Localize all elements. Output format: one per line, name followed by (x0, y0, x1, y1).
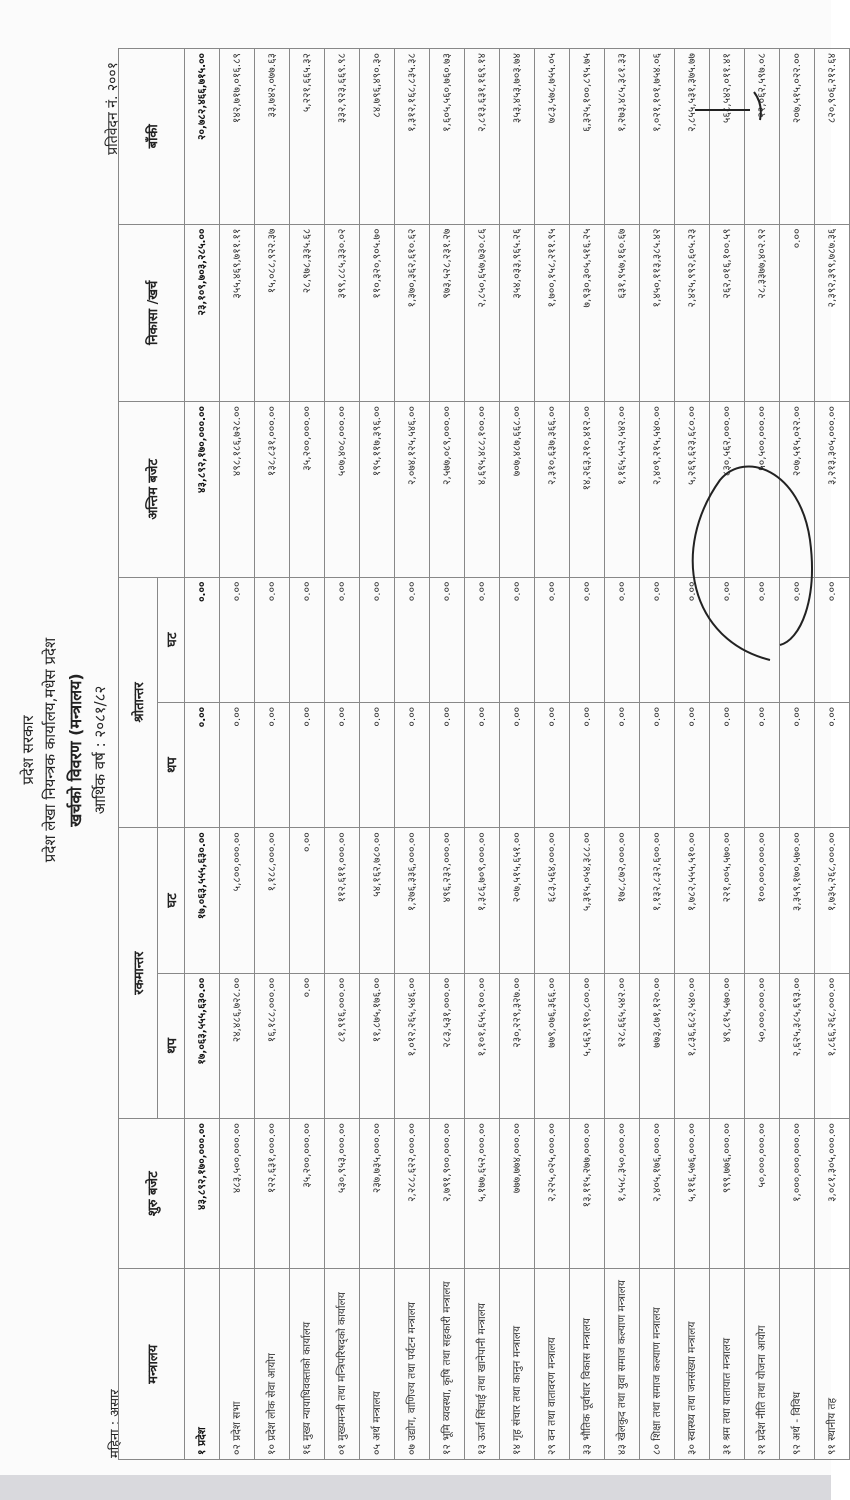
cell-transfer-plus: १,१०१,६५५,१००.०० (465, 973, 500, 1118)
col-balance: बाँकी (119, 49, 185, 225)
table-row (780, 49, 815, 1460)
table-row (430, 49, 465, 1460)
cell-initial-budget: १३,११५,२७७,०००.०० (570, 1119, 605, 1269)
col-final-budget: अन्तिम बजेट (119, 402, 185, 577)
cell-expenditure: २८,९७८,३३५.६८ (290, 224, 325, 402)
cell-final-budget: १९५,११७,३९६.०० (360, 402, 395, 577)
table-row (185, 49, 220, 1460)
col-source-plus: थप (158, 702, 185, 827)
cell-source-plus: ०.०० (290, 702, 325, 827)
cell-expenditure: २,८५०,६५७,७३०.८६ (465, 224, 500, 402)
cell-initial-budget: ५,११६,५७६,०००.०० (675, 1119, 710, 1269)
cell-expenditure: १,३७०,३६२,६१०.६२ (395, 224, 430, 402)
cell-source-plus: ०.०० (430, 702, 465, 827)
cell-balance: १,३१२,१६८,८३५.३८ (395, 49, 430, 225)
cell-expenditure: २८,३३७७,४०२.९२ (745, 224, 780, 402)
signature-mark (690, 80, 770, 140)
cell-ministry: ३३ भौतिक पूर्वाधार विकास मन्त्रालय (570, 1269, 605, 1460)
cell-initial-budget: २,७९१,९००,०००.०० (430, 1119, 465, 1269)
cell-ministry: १६ मुख्य न्यायाधिवक्ताको कार्यालय (290, 1269, 325, 1460)
cell-balance: ३३२,९२३,६६९.९८ (325, 49, 360, 225)
cell-source-plus: ०.०० (640, 702, 675, 827)
cell-final-budget: १३८,८३१,०००.०० (255, 402, 290, 577)
cell-ministry: १३ ऊर्जा सिंचाई तथा खानेपानी मन्त्रालय (465, 1269, 500, 1460)
cell-transfer-plus: १,८३६,६८२,५४०.०० (675, 973, 710, 1118)
col-ministry: मन्त्रालय (119, 1269, 185, 1460)
cell-final-budget: १४,२६३,२१०,४१२.०० (570, 402, 605, 577)
cell-transfer-minus: २०७,५१५,६५१.०० (500, 828, 535, 973)
cell-expenditure: १५,०८८,९२२.३७ (255, 224, 290, 402)
cell-source-plus: ०.०० (710, 702, 745, 827)
cell-final-budget: ४९८,१८६,७२८.०० (220, 402, 255, 577)
cell-source-plus: ०.०० (605, 702, 640, 827)
government-name: प्रदेश सरकार (19, 715, 37, 785)
cell-final-budget: ३५,२००,०००.०० (290, 402, 325, 577)
cell-transfer-plus: २३०,२२९,३२७.०० (500, 973, 535, 1118)
cell-ministry: ३१ श्रम तथा यातायात मन्त्रालय (710, 1269, 745, 1460)
cell-ministry: २९ वन तथा वातावरण मन्त्रालय (535, 1269, 570, 1460)
cell-expenditure: २,४२५,९९२,६०५.२३ (675, 224, 710, 402)
cell-final-budget: ७०७,४८७,६६८.०० (500, 402, 535, 577)
expenditure-table (118, 48, 850, 1460)
cell-ministry: ९१ स्थानीय तह (815, 1269, 850, 1460)
cell-source-minus: ०.०० (745, 577, 780, 702)
cell-source-minus: ०.०० (360, 577, 395, 702)
cell-source-minus: ०.०० (185, 577, 220, 702)
cell-final-budget: ५०,५००,०००.०० (745, 402, 780, 577)
cell-balance: ६,३२५,१००,८९५.७५ (570, 49, 605, 225)
cell-expenditure: १,७००,१५८,२११.९५ (535, 224, 570, 402)
cell-balance: २,८१३,६३१,१६९.१४ (465, 49, 500, 225)
cell-initial-budget: ४८३,५००,०००.०० (220, 1119, 255, 1269)
table-row (535, 49, 570, 1460)
cell-source-minus: ०.०० (325, 577, 360, 702)
cell-transfer-minus: १७,०६३,५५५,६३०.०० (185, 828, 220, 973)
table-row (570, 49, 605, 1460)
cell-initial-budget: १२२,६३१,०००.०० (255, 1119, 290, 1269)
cell-initial-budget: १,०००,०००,०००.०० (780, 1119, 815, 1269)
col-transfer-minus: घट (158, 828, 185, 973)
cell-source-plus: ०.०० (325, 702, 360, 827)
cell-expenditure: २६२,०१६,१००.५९ (710, 224, 745, 402)
cell-initial-budget: ७७७,७७४,०००.०० (500, 1119, 535, 1269)
cell-source-minus: ०.०० (395, 577, 430, 702)
cell-transfer-plus: १,८६६,२६८,०००.०० (815, 973, 850, 1118)
cell-transfer-minus: २२१,००५,५७०.०० (710, 828, 745, 973)
cell-transfer-plus: ७७३,८७१,१२०.०० (640, 973, 675, 1118)
cell-ministry: ९२ अर्थ - विविध (780, 1269, 815, 1460)
cell-transfer-minus: ३,३५९,१७०,५७०.०० (780, 828, 815, 973)
cell-ministry: १० प्रदेश लोक सेवा आयोग (255, 1269, 290, 1460)
cell-transfer-minus: १००,०००,०००.०० (745, 828, 780, 973)
cell-balance: ८४,७९६,४९०.३० (360, 49, 395, 225)
report-month: महिना : असार (108, 1389, 123, 1458)
cell-transfer-minus: ६८३,५६४,०००.०० (535, 828, 570, 973)
cell-transfer-plus: ५,५६२,९१०,८००.०० (570, 973, 605, 1118)
col-source-minus: घट (158, 577, 185, 702)
cell-transfer-plus: ७७९,०७६,३६६.०० (535, 973, 570, 1118)
cell-source-minus: ०.०० (815, 577, 850, 702)
cell-source-plus: ०.०० (780, 702, 815, 827)
col-expenditure: निकासा /खर्च (119, 224, 185, 402)
cell-source-minus: ०.०० (255, 577, 290, 702)
cell-source-plus: ०.०० (220, 702, 255, 827)
cell-transfer-minus: १,३८६,७०९,०००.०० (465, 828, 500, 973)
table-row (640, 49, 675, 1460)
cell-ministry: ०२ प्रदेश सभा (220, 1269, 255, 1460)
cell-balance: ३५३,४५३,७०३.७४ (500, 49, 535, 225)
office-name: प्रदेश लेखा नियन्त्रक कार्यालय,मधेस प्रदेश (41, 637, 59, 863)
cell-final-budget: ४३,८९२,१७०,०००.०० (185, 402, 220, 577)
cell-expenditure: २,३९२,३९९,७८७.३६ (815, 224, 850, 402)
cell-source-plus: ०.०० (360, 702, 395, 827)
cell-transfer-plus: ५०,०००,०००.०० (745, 973, 780, 1118)
table-row (395, 49, 430, 1460)
cell-final-budget: ८३०,५६२,०००.०० (710, 402, 745, 577)
cell-expenditure: ३५५,४६९,७११.११ (220, 224, 255, 402)
cell-ministry: १२ भूमि व्यवस्था, कृषि तथा सहकारी मन्त्रालय (430, 1269, 465, 1460)
cell-initial-budget: २,२२५,०२५,०००.०० (535, 1119, 570, 1269)
table-row (255, 49, 290, 1460)
cell-final-budget: २,५७७,०८९,०००.०० (430, 402, 465, 577)
table-row (220, 49, 255, 1460)
cell-transfer-minus: १,१३२,८३२,६००.०० (640, 828, 675, 973)
cell-transfer-minus: ५,८००,०००.०० (220, 828, 255, 973)
table-row (745, 49, 780, 1460)
cell-initial-budget: ५,१७७,६५२,०००.०० (465, 1119, 500, 1269)
cell-transfer-minus: ५४,१६२,७८०.०० (360, 828, 395, 973)
cell-transfer-plus: ११,८७५,१७६.०० (360, 973, 395, 1118)
cell-balance: १४२,७१७,०१६.८९ (220, 49, 255, 225)
table-row (605, 49, 640, 1460)
cell-balance: २०,७८२,४६६,७१५.०० (185, 49, 220, 225)
cell-final-budget: १,१६५,५५२,५४२.०० (605, 402, 640, 577)
cell-transfer-minus: ०.०० (290, 828, 325, 973)
report-title: खर्चको विवरण (मन्त्रालय) (66, 673, 85, 827)
cell-expenditure: २३,१०९,७०३,२८५.०० (185, 224, 220, 402)
cell-transfer-minus: १,७३५,२६८,०००.०० (815, 828, 850, 973)
cell-balance: २२,०६२,५९७.०८ (745, 49, 780, 225)
col-source-change: श्रोतान्तर (119, 577, 158, 828)
cell-initial-budget: ९९९,७७६,०००.०० (710, 1119, 745, 1269)
cell-source-minus: ०.०० (465, 577, 500, 702)
cell-balance: १,०२१,१०१,७५४.०६ (640, 49, 675, 225)
cell-final-budget: ३,२१३,३०५,०००.०० (815, 402, 850, 577)
cell-source-minus: ०.०० (605, 577, 640, 702)
cell-transfer-plus: १२८,६६५,५४२.०० (605, 973, 640, 1118)
cell-final-budget: ५०७,४०८,०००.०० (325, 402, 360, 577)
table-row (360, 49, 395, 1460)
cell-source-plus: ०.०० (675, 702, 710, 827)
cell-source-plus: ०.०० (570, 702, 605, 827)
cell-final-budget: २,०७४,१२५,५४६.०० (395, 402, 430, 577)
cell-balance: ३३,७४२,०७७.६३ (255, 49, 290, 225)
cell-transfer-minus: १७८,८७२,०००.०० (605, 828, 640, 973)
cell-ministry: १ प्रदेश (185, 1269, 220, 1460)
cell-final-budget: २,३१०,६३७,३६६.०० (535, 402, 570, 577)
cell-balance: ५,२२१,६६५.३२ (290, 49, 325, 225)
cell-expenditure: ३५४,०३३,९६५.२६ (500, 224, 535, 402)
table-row (325, 49, 360, 1460)
cell-transfer-plus: ८१,९१६,०००.०० (325, 973, 360, 1118)
table-row (815, 49, 850, 1460)
cell-initial-budget: ४३,८९२,१७०,०००.०० (185, 1119, 220, 1269)
cell-balance: १,२७३,४८५,३८१.३३ (605, 49, 640, 225)
cell-source-minus: ०.०० (500, 577, 535, 702)
col-transfer-plus: थप (158, 973, 185, 1118)
cell-expenditure: ६३१,९५७,१६०.६७ (605, 224, 640, 402)
cell-ministry: ८० शिक्षा तथा समाज कल्याण मन्त्रालय (640, 1269, 675, 1460)
cell-balance: ५६८,५४२,०११.४१ (710, 49, 745, 225)
cell-source-plus: ०.०० (465, 702, 500, 827)
cell-initial-budget: ३,०८१,३०५,०००.०० (815, 1119, 850, 1269)
table-row (290, 49, 325, 1460)
cell-ministry: ४३ खेलकुद तथा युवा समाज कल्याण मन्त्रालय (605, 1269, 640, 1460)
cell-final-budget: ५,२६९,६२३,६८०.०० (675, 402, 710, 577)
cell-ministry: ३० स्वास्थ्य तथा जनसंख्या मन्त्रालय (675, 1269, 710, 1460)
cell-source-plus: ०.०० (745, 702, 780, 827)
col-transfer: रकमान्तर (119, 828, 158, 1119)
cell-source-plus: ०.०० (185, 702, 220, 827)
cell-initial-budget: २,४०५,१७६,०००.०० (640, 1119, 675, 1269)
cell-transfer-plus: ४९,८१५,५७०.०० (710, 973, 745, 1118)
cell-expenditure: ७,९३०,३०५,५१६.२५ (570, 224, 605, 402)
cell-transfer-plus: १६,१८८,०००.०० (255, 973, 290, 1118)
cell-initial-budget: ५०,०००,०००.०० (745, 1119, 780, 1269)
cell-ministry: ०७ उद्योग, वाणिज्य तथा पर्यटन मन्त्रालय (395, 1269, 430, 1460)
cell-source-plus: ०.०० (535, 702, 570, 827)
cell-source-minus: ०.०० (290, 577, 325, 702)
cell-initial-budget: ५३०,९५३,०००.०० (325, 1119, 360, 1269)
cell-transfer-plus: २,६२५,३८५,६९३.०० (780, 973, 815, 1118)
cell-source-minus: ०.०० (570, 577, 605, 702)
cell-expenditure: ३९९,८८५,३३०.०२ (325, 224, 360, 402)
cell-source-minus: ०.०० (675, 577, 710, 702)
table-row (465, 49, 500, 1460)
signature-scribble (650, 340, 830, 700)
report-number: प्रतिवेदन नं. २००१ (105, 62, 121, 155)
cell-transfer-minus: ११२,६११,०००.०० (325, 828, 360, 973)
cell-transfer-minus: १,१८८,०००.०० (255, 828, 290, 973)
cell-transfer-minus: ४९६,२३२,०००.०० (430, 828, 465, 973)
cell-source-plus: ०.०० (395, 702, 430, 827)
table-row (675, 49, 710, 1460)
cell-source-minus: ०.०० (535, 577, 570, 702)
cell-source-plus: ०.०० (500, 702, 535, 827)
cell-final-budget: २०७,५१५,०२२.०० (780, 402, 815, 577)
cell-source-minus: ०.०० (780, 577, 815, 702)
fiscal-year: आर्थिक वर्ष : २०८१/८२ (91, 685, 109, 815)
cell-source-minus: ०.०० (220, 577, 255, 702)
cell-ministry: ०५ अर्थ मन्त्रालय (360, 1269, 395, 1460)
cell-transfer-minus: ५,३१५,०५४,३८८.०० (570, 828, 605, 973)
cell-final-budget: ४,६९५,४८८,१००.०० (465, 402, 500, 577)
cell-transfer-plus: १७,०६३,५५५,६३०.०० (185, 973, 220, 1118)
cell-source-minus: ०.०० (640, 577, 675, 702)
cell-initial-budget: २,२८८,६२२,०००.०० (395, 1119, 430, 1269)
cell-transfer-plus: ०.०० (290, 973, 325, 1118)
cell-initial-budget: ३५,२००,०००.०० (290, 1119, 325, 1269)
cell-balance: २,८५५,५३१,३७५.७७ (675, 49, 710, 225)
cell-expenditure: ११०,३२०,९०५.७० (360, 224, 395, 402)
cell-expenditure: ९७३,५२८,२३१.२७ (430, 224, 465, 402)
cell-final-budget: २,४०९,२१५,५४०.०० (640, 402, 675, 577)
cell-transfer-plus: १,०१२,२६५,५४६.०० (395, 973, 430, 1118)
cell-ministry: ०१ मुख्यमन्त्री तथा मन्त्रिपरिषद्को कार्यालय (325, 1269, 360, 1460)
cell-balance: ८२०,९०६,२१२.६४ (815, 49, 850, 225)
cell-balance: ७८३,५७८,७५५.०५ (535, 49, 570, 225)
cell-expenditure: १,४५०,११३,३८५.४२ (640, 224, 675, 402)
cell-ministry: १४ गृह संचार तथा कानुन मन्त्रालय (500, 1269, 535, 1460)
cell-transfer-minus: १,२७६,३३६,०००.०० (395, 828, 430, 973)
cell-ministry: २१ प्रदेश नीति तथा योजना आयोग (745, 1269, 780, 1460)
cell-transfer-minus: १,७८२,५५५,५१०.०० (675, 828, 710, 973)
col-initial-budget: शुरु बजेट (119, 1119, 185, 1269)
cell-transfer-plus: २८३,५३१,०००.०० (430, 973, 465, 1118)
cell-balance: २०७,५१५,०२२.०० (780, 49, 815, 225)
table-body (185, 49, 850, 1460)
cell-balance: १,६०५,५६०,७६०.७३ (430, 49, 465, 225)
cell-transfer-plus: २४,४८६,७२८.०० (220, 973, 255, 1118)
cell-source-minus: ०.०० (430, 577, 465, 702)
table-row (500, 49, 535, 1460)
cell-source-plus: ०.०० (255, 702, 290, 827)
table-row (710, 49, 745, 1460)
page-shadow (0, 1475, 831, 1500)
cell-initial-budget: १,५५८,३५०,०००.०० (605, 1119, 640, 1269)
cell-expenditure: ०.०० (780, 224, 815, 402)
cell-initial-budget: २३७,७३५,०००.०० (360, 1119, 395, 1269)
cell-source-minus: ०.०० (710, 577, 745, 702)
cell-source-plus: ०.०० (815, 702, 850, 827)
